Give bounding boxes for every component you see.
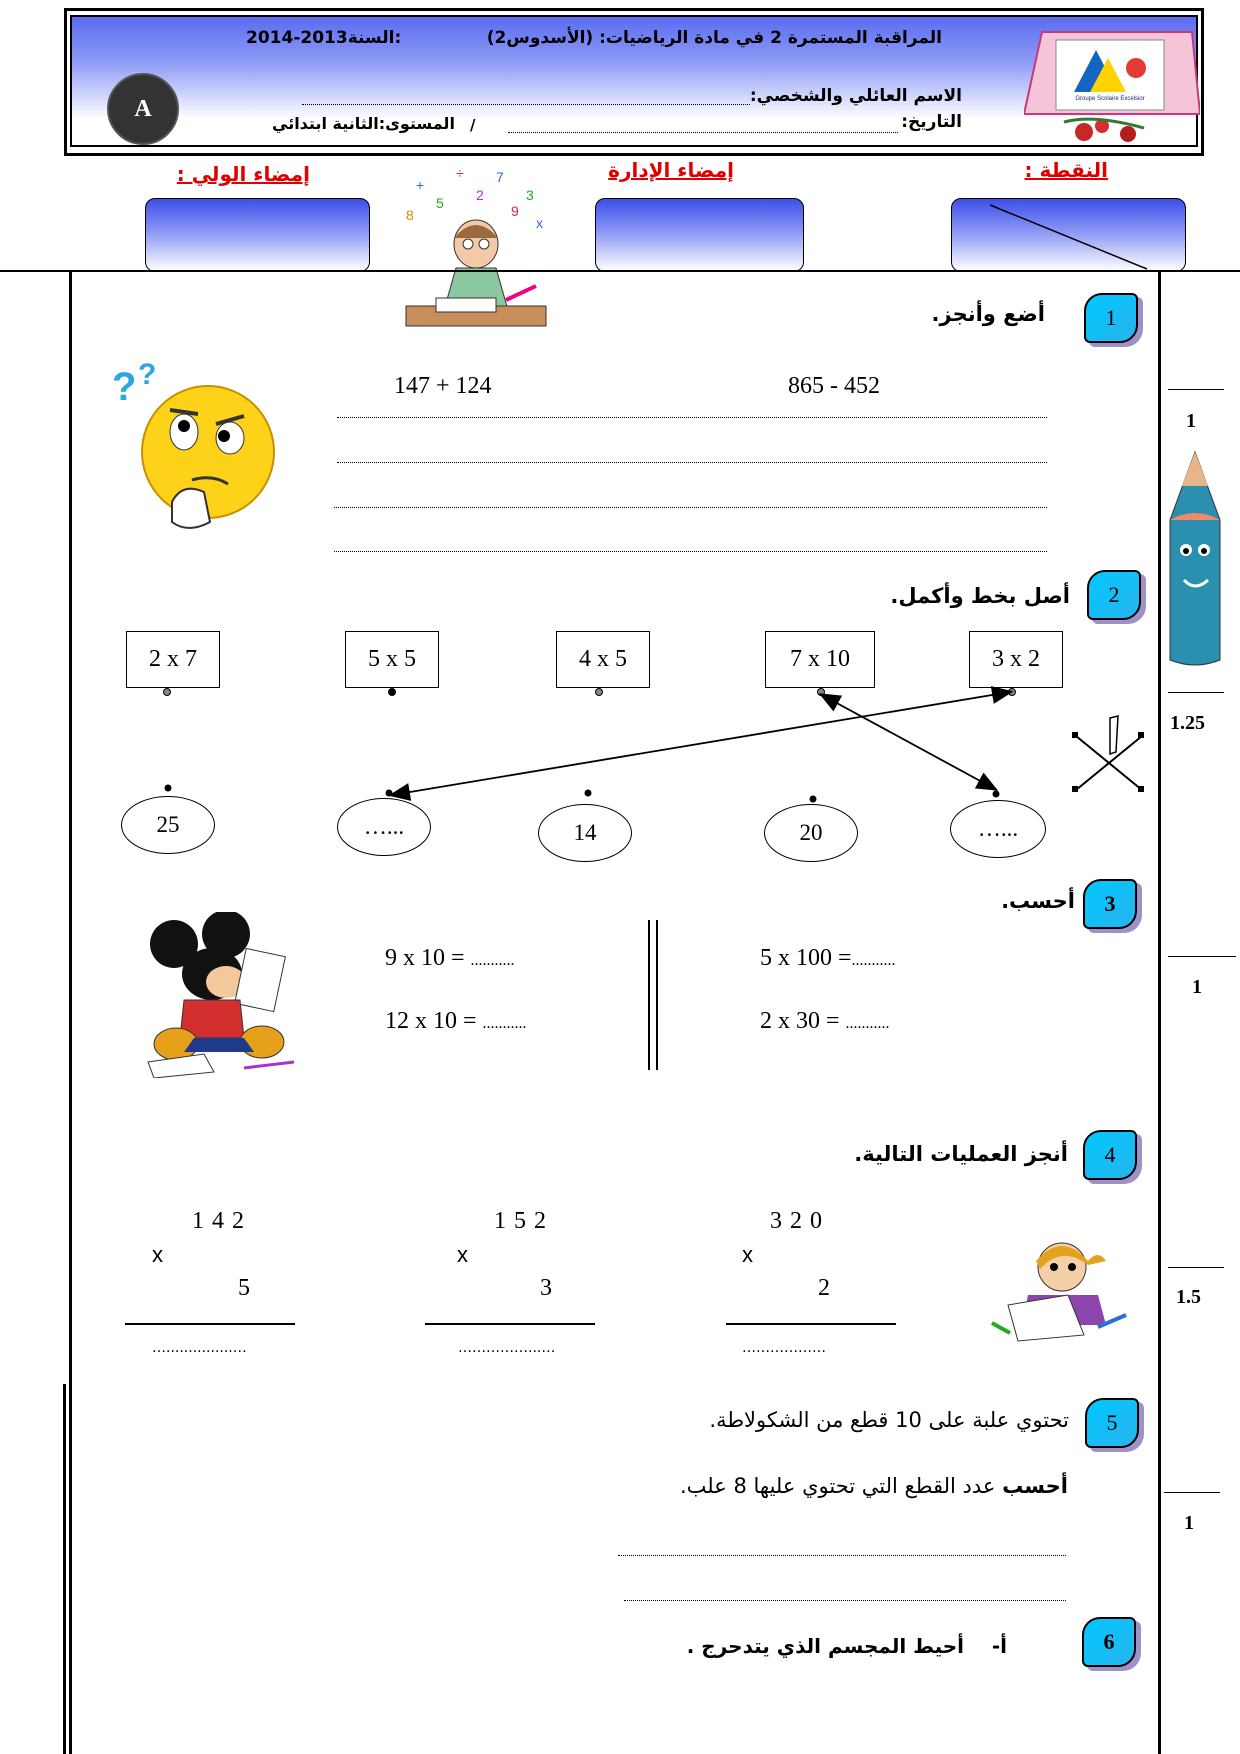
svg-text:x: x: [536, 215, 543, 231]
q2-box-5: 3 x 2: [969, 631, 1063, 688]
score-label: النقطة :: [1024, 158, 1108, 182]
q4-op3-sign: x: [742, 1242, 753, 1267]
q4-op2-line: [425, 1323, 595, 1325]
svg-text:3: 3: [526, 187, 534, 203]
q4-op2-answer[interactable]: ……………...…: [458, 1340, 556, 1356]
version-badge: A: [107, 73, 179, 145]
mickey-mouse-image: [144, 912, 306, 1078]
q3-instruction: أحسب.: [1001, 889, 1075, 913]
q2-score: 1.25: [1170, 712, 1205, 734]
svg-text:?: ?: [112, 365, 137, 409]
q4-op1-line: [125, 1323, 295, 1325]
q4-op3-top: 3 2 0: [770, 1208, 823, 1234]
svg-text:+: +: [416, 177, 425, 193]
q3-right-eq1-blank[interactable]: ...........: [851, 952, 896, 969]
q5-answer-line-2[interactable]: [624, 1600, 1066, 1601]
q5-line2-rest: عدد القطع التي تحتوي عليها 8 علب.: [680, 1474, 1003, 1498]
q2-box-1: 2 x 7: [126, 631, 220, 688]
q4-op3-line: [726, 1323, 896, 1325]
q4-op1-bottom: 5: [238, 1275, 250, 1301]
q4-instruction: أنجز العمليات التالية.: [854, 1142, 1068, 1166]
q3-number: 3: [1083, 879, 1137, 929]
left-border-lower: [63, 1384, 66, 1754]
score-line-q4: [1168, 1267, 1224, 1268]
q1-number: 1: [1084, 293, 1138, 343]
q3-right-eq1: [760, 945, 896, 972]
q3-right-eq1-text: 5 x 100 =: [760, 945, 852, 971]
q2-number: 2: [1087, 570, 1141, 620]
q4-op2-sign: x: [457, 1242, 468, 1267]
q3-right-eq2-blank[interactable]: ...........: [845, 1015, 890, 1032]
score-line-q5: [1164, 1492, 1220, 1493]
connect-lines-icon: [1066, 712, 1150, 796]
name-label: الاسم العائلي والشخصي:: [749, 86, 962, 106]
q4-op1-top: 1 4 2: [192, 1208, 245, 1234]
q3-left-eq2-blank[interactable]: ...........: [482, 1015, 527, 1032]
year-label: السنة:: [347, 28, 402, 48]
drawing-girl-image: [988, 1235, 1130, 1345]
slash: /: [470, 116, 476, 134]
admin-signature-label: إمضاء الإدارة: [608, 158, 734, 182]
svg-text:5: 5: [436, 195, 444, 211]
svg-text:2: 2: [476, 187, 484, 203]
svg-text:÷: ÷: [456, 165, 464, 181]
q4-op2-bottom: 3: [540, 1275, 552, 1301]
q3-left-eq2-text: 12 x 10 =: [385, 1008, 483, 1034]
exam-title: المراقبة المستمرة 2 في مادة الرياضيات: (الأسدوس2): [486, 28, 942, 48]
q3-left-eq1-blank[interactable]: ...........: [470, 952, 515, 969]
q3-left-eq1: [385, 945, 515, 972]
date-label: التاريخ:: [901, 112, 962, 132]
q4-op3-bottom: 2: [818, 1275, 830, 1301]
q2-oval-2[interactable]: …...: [337, 798, 431, 856]
q2-oval-1: 25: [121, 796, 215, 854]
q3-left-eq2: [385, 1008, 527, 1035]
q1-operation-right: 865 - 452: [788, 373, 880, 399]
q4-score: 1.5: [1176, 1286, 1201, 1308]
svg-text:?: ?: [138, 358, 157, 391]
score-line-q3: [1168, 956, 1236, 957]
q1-instruction: أضع وأنجز.: [931, 302, 1045, 326]
q3-right-eq2-text: 2 x 30 =: [760, 1008, 846, 1034]
q6-number: 6: [1082, 1617, 1136, 1667]
q5-answer-line-1[interactable]: [618, 1555, 1066, 1556]
q1-score: 1: [1186, 410, 1196, 432]
q5-score: 1: [1184, 1512, 1194, 1534]
q2-box-3: 4 x 5: [556, 631, 650, 688]
q3-left-eq1-text: 9 x 10 =: [385, 945, 471, 971]
q4-op3-answer[interactable]: ………………: [742, 1340, 826, 1356]
q4-number: 4: [1083, 1130, 1137, 1180]
year-value: 2014-2013: [246, 28, 348, 48]
svg-text:7: 7: [496, 169, 504, 185]
q3-score: 1: [1192, 976, 1202, 998]
q2-oval-5[interactable]: …...: [950, 800, 1046, 858]
q1-operation-left: 147 + 124: [394, 373, 492, 399]
q4-op1-answer[interactable]: …...............…: [152, 1340, 247, 1356]
level-label: المستوى:: [378, 114, 455, 133]
q2-box-4: 7 x 10: [765, 631, 875, 688]
guardian-signature-label: إمضاء الولي :: [176, 162, 310, 186]
svg-text:9: 9: [511, 203, 519, 219]
q5-line1: تحتوي علبة على 10 قطع من الشكولاطة.: [709, 1408, 1069, 1432]
q2-oval-4: 20: [764, 804, 858, 862]
q6-instruction: أحيط المجسم الذي يتدحرج .: [686, 1634, 964, 1658]
q2-box-2: 5 x 5: [345, 631, 439, 688]
logo-caption: Groupe Scolaire Excelsior: [1075, 96, 1145, 102]
q2-instruction: أصل بخط وأكمل.: [890, 584, 1070, 608]
q2-oval-3: 14: [538, 804, 632, 862]
q3-divider: [648, 920, 658, 1070]
q3-right-eq2: [760, 1008, 890, 1035]
q4-op1-sign: x: [152, 1242, 163, 1267]
svg-text:8: 8: [406, 207, 414, 223]
q5-line2: [680, 1474, 1068, 1498]
q5-line2-verb: أحسب: [1002, 1474, 1068, 1498]
level-value: الثانية ابتدائي: [272, 114, 379, 133]
q4-op2-top: 1 5 2: [494, 1208, 547, 1234]
q6-prefix: أ-: [991, 1634, 1007, 1658]
q5-number: 5: [1085, 1398, 1139, 1448]
